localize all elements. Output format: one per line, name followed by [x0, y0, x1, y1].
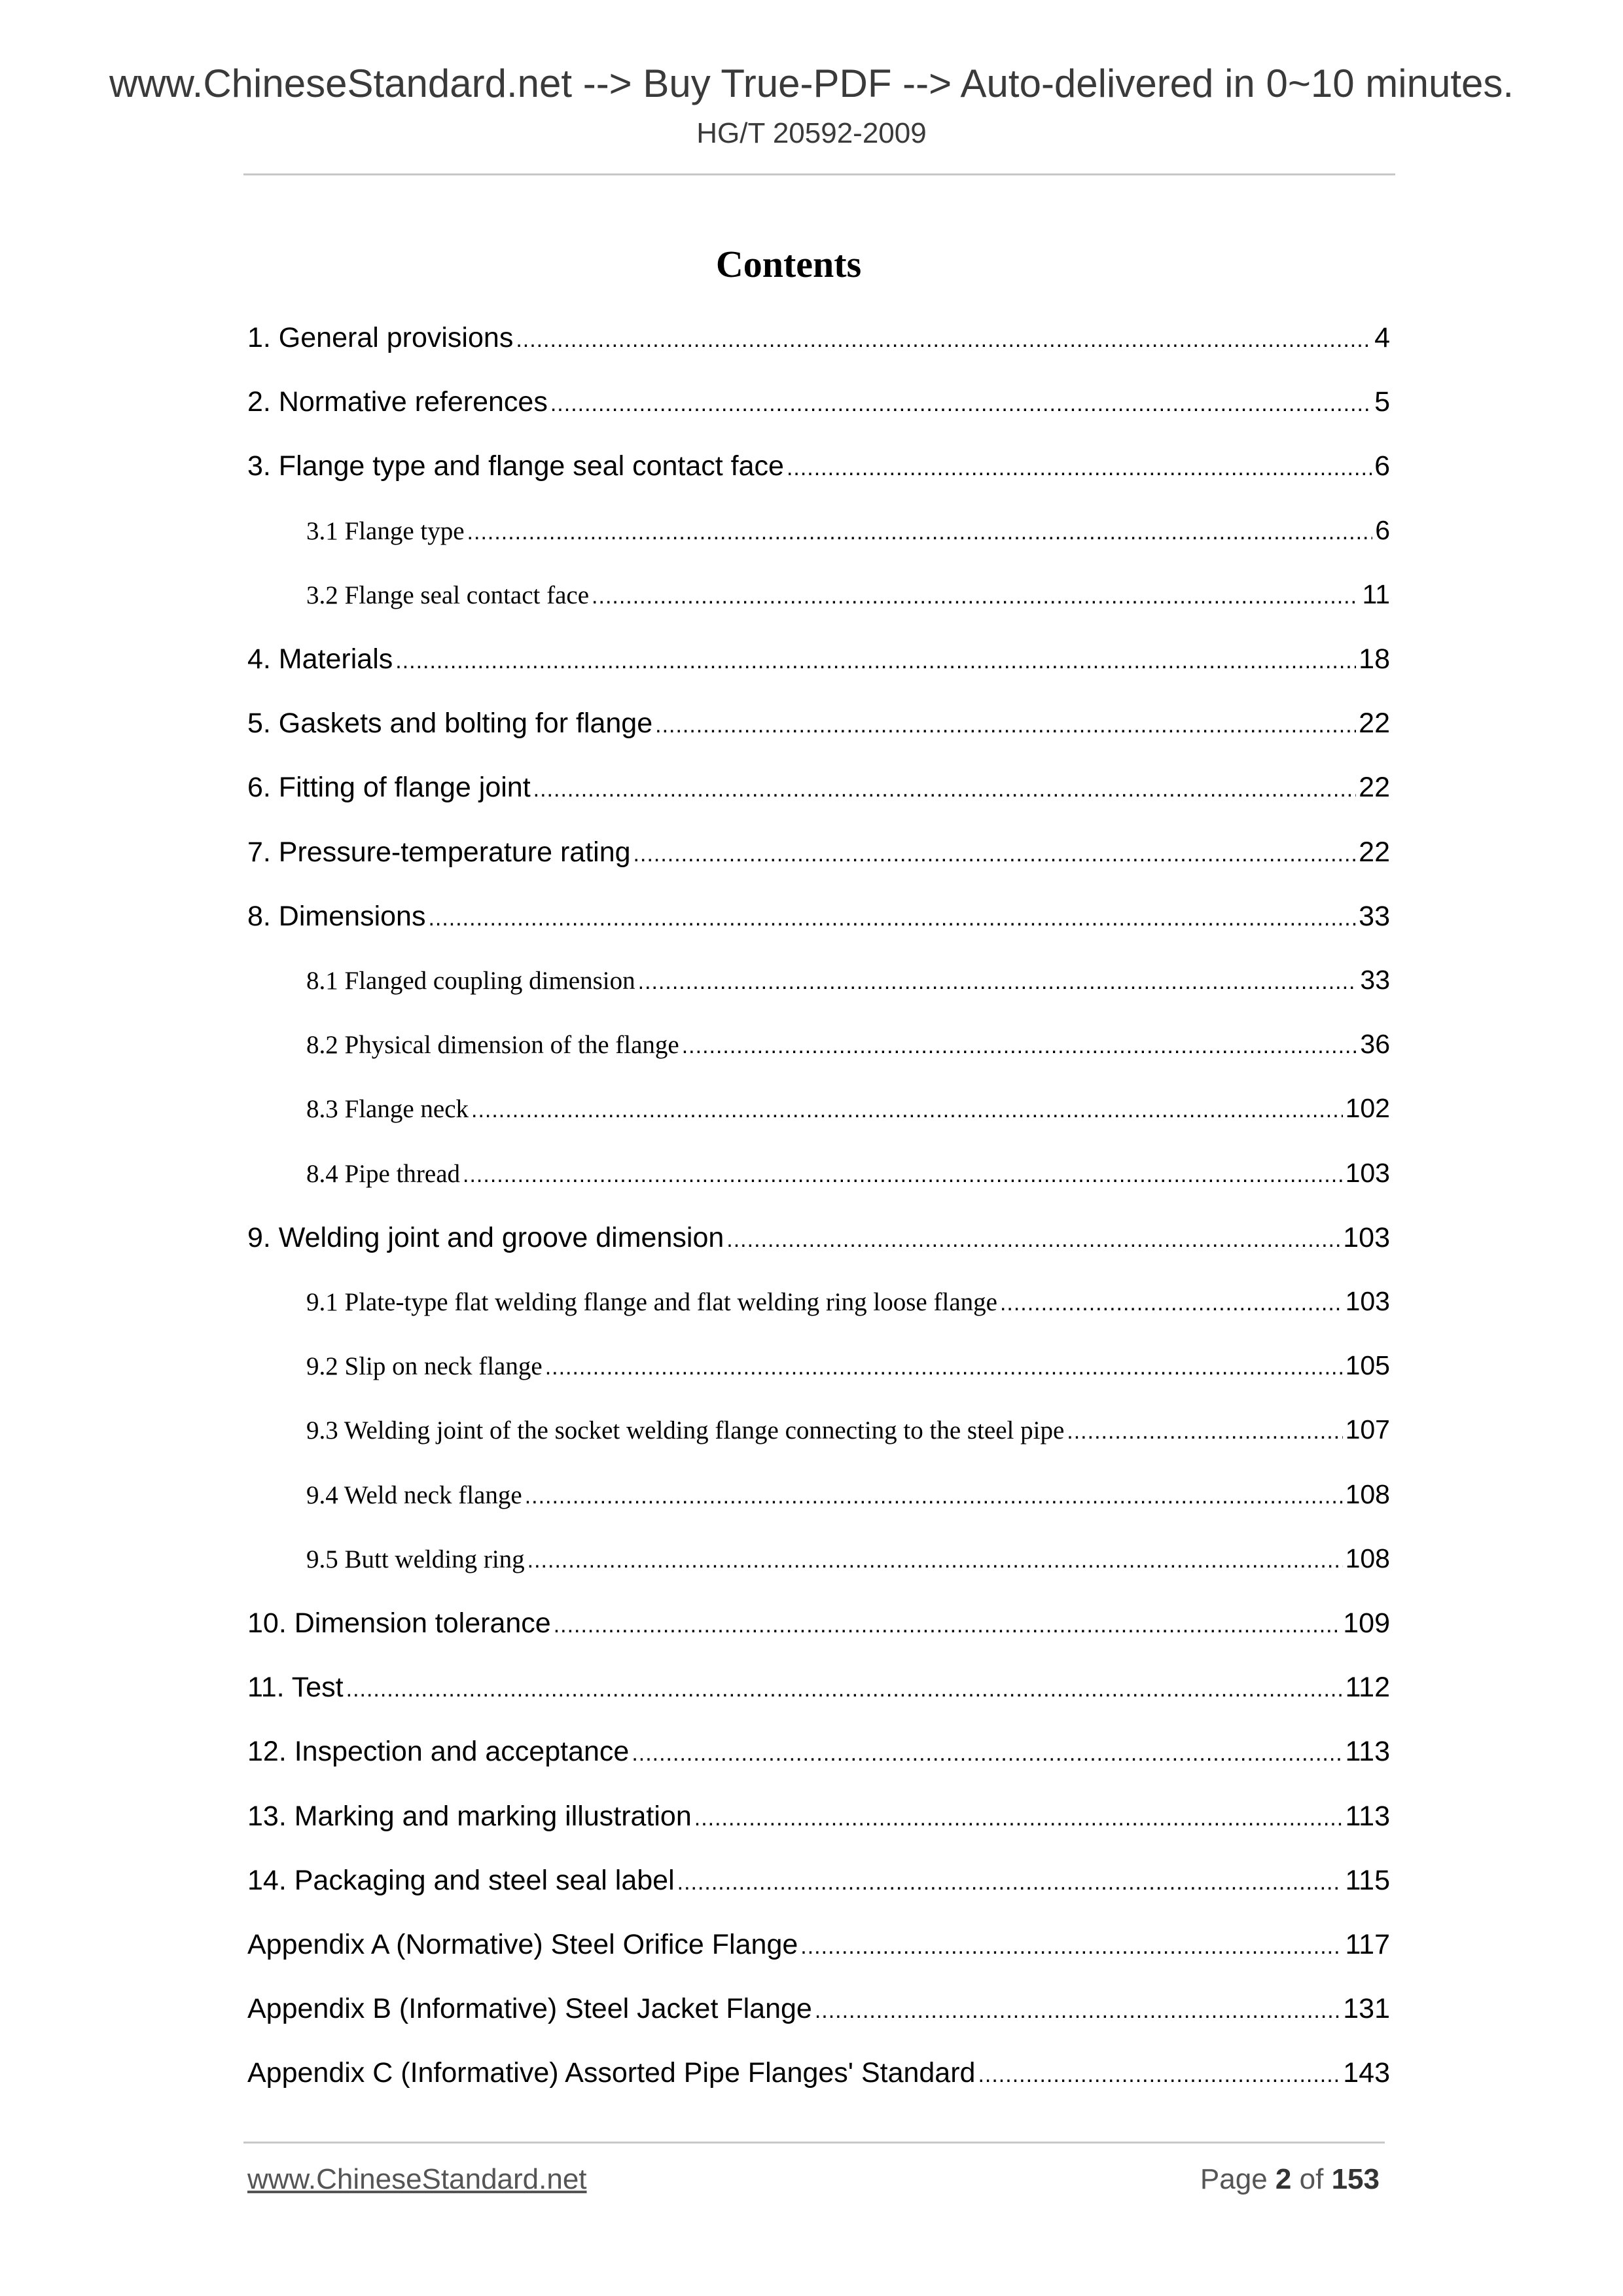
toc-leader-dots	[1067, 1419, 1342, 1444]
toc-leader-dots	[463, 1162, 1343, 1188]
toc-entry-label: 2. Normative references	[247, 386, 548, 418]
toc-leader-dots	[632, 1741, 1342, 1767]
toc-leader-dots	[682, 1033, 1358, 1059]
toc-entry[interactable]	[247, 1222, 1390, 1268]
toc-leader-dots	[554, 1613, 1341, 1638]
toc-entry-page: 18	[1359, 643, 1390, 675]
toc-entry-page: 108	[1345, 1543, 1390, 1573]
toc-entry-label: Appendix C (Informative) Assorted Pipe Flanges' Standard	[247, 2057, 976, 2089]
toc-entry-label: 3.1 Flange type	[306, 517, 465, 545]
toc-entry-page: 102	[1345, 1093, 1390, 1123]
toc-leader-dots	[550, 391, 1372, 417]
toc-leader-dots	[655, 713, 1356, 738]
toc-entry-page: 5	[1374, 386, 1390, 418]
toc-entry-label: 1. General provisions	[247, 322, 514, 353]
toc-leader-dots	[467, 520, 1373, 545]
toc-entry[interactable]	[306, 1093, 1390, 1139]
toc-entry-label: 7. Pressure-temperature rating	[247, 836, 631, 868]
toc-leader-dots	[516, 327, 1372, 353]
toc-entry-label: 8.1 Flanged coupling dimension	[306, 967, 635, 995]
toc-leader-dots	[471, 1098, 1343, 1123]
toc-entry-page: 115	[1345, 1865, 1390, 1896]
toc-entry[interactable]	[306, 1029, 1390, 1075]
toc-entry-label: Appendix A (Normative) Steel Orifice Flange	[247, 1929, 798, 1960]
toc-leader-dots	[726, 1227, 1340, 1253]
toc-entry-page: 22	[1359, 772, 1390, 803]
toc-entry-label: 8. Dimensions	[247, 901, 426, 932]
toc-entry-page: 6	[1374, 450, 1390, 482]
toc-entry-label: 9.2 Slip on neck flange	[306, 1352, 543, 1380]
toc-leader-dots	[1000, 1291, 1343, 1316]
toc-entry[interactable]	[247, 643, 1390, 689]
toc-entry[interactable]	[247, 772, 1390, 817]
header-banner: www.ChineseStandard.net --> Buy True-PDF --> Auto-delivered in 0~10 minutes.	[109, 62, 1514, 105]
toc-entry-label: 9. Welding joint and groove dimension	[247, 1222, 724, 1253]
toc-entry[interactable]	[247, 1607, 1390, 1653]
toc-entry-page: 105	[1345, 1350, 1390, 1380]
toc-leader-dots	[677, 1870, 1343, 1895]
toc-entry[interactable]	[306, 579, 1390, 625]
toc-entry-page: 117	[1345, 1929, 1390, 1960]
toc-entry-page: 11	[1362, 579, 1390, 609]
toc-entry-label: 9.1 Plate-type flat welding flange and flat welding ring loose flange	[306, 1288, 997, 1316]
page-of: of	[1299, 2163, 1324, 2195]
toc-entry-label: 11. Test	[247, 1672, 344, 1703]
header-divider	[243, 173, 1395, 175]
toc-leader-dots	[545, 1355, 1343, 1380]
toc-leader-dots	[525, 1484, 1343, 1509]
footer-divider	[243, 2142, 1385, 2144]
toc-entry-page: 103	[1345, 1286, 1390, 1316]
page-current: 2	[1275, 2163, 1292, 2195]
toc-leader-dots	[533, 777, 1357, 802]
toc-entry[interactable]	[247, 836, 1390, 882]
footer-site-link[interactable]: www.ChineseStandard.net	[247, 2163, 587, 2195]
toc-entry[interactable]	[247, 322, 1390, 368]
toc-leader-dots	[428, 906, 1356, 931]
toc-entry-label: 3. Flange type and flange seal contact face	[247, 450, 784, 482]
toc-entry-label: 6. Fitting of flange joint	[247, 772, 531, 803]
toc-entry-label: 10. Dimension tolerance	[247, 1607, 551, 1639]
toc-entry-page: 33	[1360, 965, 1390, 995]
toc-entry-page: 22	[1359, 708, 1390, 739]
toc-entry[interactable]	[247, 386, 1390, 432]
toc-entry[interactable]	[306, 1286, 1390, 1332]
toc-entry-page: 103	[1345, 1158, 1390, 1188]
toc-entry-page: 22	[1359, 836, 1390, 868]
toc-entry[interactable]	[247, 1865, 1390, 1910]
toc-entry-page: 6	[1375, 515, 1390, 545]
toc-entry[interactable]	[306, 1479, 1390, 1525]
toc-entry-label: 9.3 Welding joint of the socket welding flange connecting to the steel pipe	[306, 1416, 1065, 1444]
toc-entry[interactable]	[306, 1350, 1390, 1396]
page-total: 153	[1331, 2163, 1380, 2195]
toc-entry[interactable]	[247, 1801, 1390, 1846]
toc-leader-dots	[787, 456, 1372, 481]
toc-entry-page: 36	[1360, 1029, 1390, 1059]
toc-entry-page: 113	[1345, 1736, 1390, 1767]
toc-entry-page: 103	[1343, 1222, 1390, 1253]
toc-entry-label: Appendix B (Informative) Steel Jacket Flange	[247, 1993, 812, 2024]
toc-entry-page: 109	[1343, 1607, 1390, 1639]
page-number	[1200, 2165, 1380, 2194]
toc-entry-label: 4. Materials	[247, 643, 393, 675]
toc-entry-label: 13. Marking and marking illustration	[247, 1801, 692, 1832]
toc-entry-label: 9.5 Butt welding ring	[306, 1545, 525, 1573]
toc-entry[interactable]	[306, 965, 1390, 1011]
toc-entry-label: 3.2 Flange seal contact face	[306, 581, 590, 609]
page-title: Contents	[715, 243, 862, 285]
toc-leader-dots	[978, 2062, 1340, 2088]
toc-entry[interactable]	[306, 1543, 1390, 1589]
toc-entry[interactable]	[306, 1414, 1390, 1460]
toc-entry-page: 108	[1345, 1479, 1390, 1509]
toc-entry-page: 131	[1343, 1993, 1390, 2024]
toc-entry-page: 112	[1345, 1672, 1390, 1703]
toc-leader-dots	[633, 842, 1357, 867]
toc-entry[interactable]	[306, 1158, 1390, 1204]
toc-entry-label: 8.4 Pipe thread	[306, 1160, 461, 1188]
toc-entry-label: 14. Packaging and steel seal label	[247, 1865, 675, 1896]
toc-entry[interactable]	[247, 708, 1390, 753]
toc-entry-label: 5. Gaskets and bolting for flange	[247, 708, 653, 739]
toc-leader-dots	[346, 1677, 1343, 1702]
toc-entry[interactable]	[247, 1929, 1390, 1975]
standard-code: HG/T 20592-2009	[696, 117, 927, 149]
toc-entry[interactable]	[306, 515, 1390, 561]
page-prefix: Page	[1200, 2163, 1268, 2195]
toc-entry-page: 4	[1374, 322, 1390, 353]
toc-leader-dots	[694, 1806, 1343, 1831]
toc-leader-dots	[592, 584, 1359, 609]
toc-entry-label: 8.2 Physical dimension of the flange	[306, 1031, 679, 1059]
toc-entry-label: 12. Inspection and acceptance	[247, 1736, 630, 1767]
toc-leader-dots	[800, 1934, 1342, 1960]
toc-entry[interactable]	[247, 1736, 1390, 1782]
toc-entry-label: 8.3 Flange neck	[306, 1095, 469, 1123]
toc-entry-page: 143	[1343, 2057, 1390, 2089]
toc-entry[interactable]	[247, 1993, 1390, 2039]
toc-entry[interactable]	[247, 901, 1390, 946]
toc-leader-dots	[527, 1548, 1343, 1573]
toc-leader-dots	[815, 1998, 1340, 2024]
toc-entry-page: 107	[1345, 1414, 1390, 1444]
toc-entry[interactable]	[247, 1672, 1390, 1717]
toc-entry-label: 9.4 Weld neck flange	[306, 1481, 522, 1509]
toc-entry[interactable]	[247, 450, 1390, 496]
toc-entry-page: 33	[1359, 901, 1390, 932]
toc-leader-dots	[395, 649, 1356, 674]
toc-entry-page: 113	[1345, 1801, 1390, 1832]
toc-leader-dots	[638, 969, 1358, 995]
toc-entry[interactable]	[247, 2057, 1390, 2103]
